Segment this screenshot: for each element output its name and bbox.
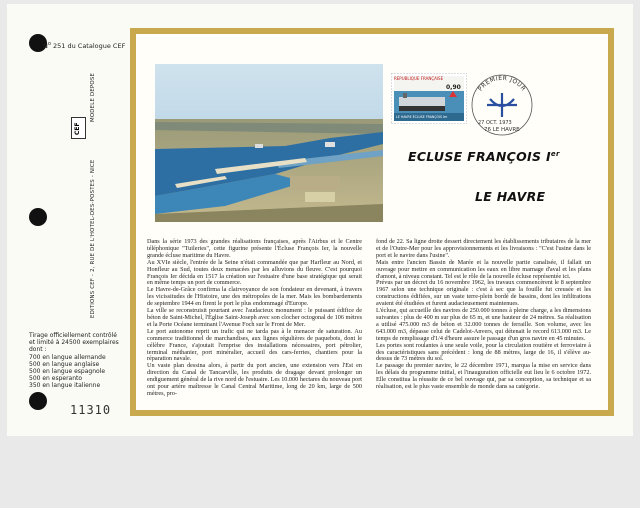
cancel-date: 27 OCT. 1973 — [478, 120, 512, 126]
serial-number: 11310 — [70, 403, 112, 417]
postage-stamp — [391, 73, 467, 124]
print-run-line: 500 en esperanto — [29, 375, 83, 383]
harbor-aerial-photo — [155, 64, 383, 222]
print-run-line: 700 en langue allemande — [29, 353, 106, 361]
print-run-info: Tirage officiellement contrôlé et limité à 24500 exemplaires dont : 700 en langue allemande 500 en langue anglaise 500 en langue espagnole 500 en esperanto 350 en langue italienne — [29, 332, 119, 390]
paragraph: Prévus par un décret du 16 novembre 1962, les travaux commencèrent le 8 septembre 1967 selon une technique originale : c'est à sec que la fouille fut creusée et les constructions édifiées, sur un vaste terre-plein bordé de bassins, dont les infiltrations avaient été étudiées et furent audacieusement maintenues. — [376, 279, 591, 308]
paragraph: Un vaste plan dessina alors, à partir du port ancien, une extension vers l'Est en direction du Canal de Tancarville, les produits de dragage devant prolonger un endiguement général de la rive nord de l'estuaire. Les 10.000 hectares du nouveau port ont pour artère maîtresse le Canal Central Maritime, long de 20 km, large de 500 mètres, pro- — [147, 362, 362, 397]
binder-hole-middle — [29, 208, 47, 226]
paragraph: Le passage du premier navire, le 22 décembre 1971, marqua la mise en service dans les délais du programme initial, et l'inauguration officielle eut lieu le 6 octobre 1972. Elle constitua la réussite de ce bel ouvrage qui, par sa conception, sa technique et sa réalisation, est le plus vaste ensemble de monde dans sa catégorie. — [376, 362, 591, 391]
paragraph: Mais entre l'ancien Bassin de Marée et la nouvelle partie canalisée, il fallait un ouvrage pour mettre en communication les eaux en libre marnage d'aval et les plans d'amont, à niveau constant. Tel est le rôle de la nouvelle écluse représentée ici. — [376, 258, 591, 280]
paragraph: Les portes sont roulantes à une seule voile, pour la circulation routière et ferroviaire à des caractéristiques sans précédent : long de 88 mètres, large de 16, il s'élève au-dessus de 73 mètres du sol. — [376, 341, 591, 363]
stamp-caption: LE HAVRE ÉCLUSE FRANÇOIS Ier — [396, 115, 448, 119]
paragraph: La ville se reconstruisit pourtant avec l'audacieux monument : le puissant édifice de béton de Saint-Michel, l'Église Saint-Joseph avec son clocher octogonal de 106 mètres et la Porte Océane terminant l'Avenue Foch sur le Front de Mer. — [147, 307, 362, 328]
paragraph: Le Havre-de-Grâce confirma la clairvoyance de son fondateur en devenant, à travers les vicissitudes de l'Histoire, une des métropoles de la mer. Mais les bombardements de septembre 1944 en firent le port le plus endommagé d'Europe. — [147, 286, 362, 308]
print-run-line: 350 en langue italienne — [29, 382, 101, 390]
stamp-country: REPUBLIQUE FRANÇAISE — [394, 76, 444, 81]
cancel-place: 76 LE HAVRE — [484, 127, 520, 133]
catalog-number: $N^o$ 251 du Catalogue CEF — [43, 41, 126, 51]
text-column-left — [147, 239, 362, 398]
model-registered-text: MODELE DEPOSE — [90, 72, 96, 122]
first-day-cancellation — [467, 69, 537, 141]
print-run-line: 500 en langue anglaise — [29, 360, 100, 368]
paragraph: Dans la série 1973 des grandes réalisations françaises, après l'Airbus et le Centre téléphonique "Tuileries", cette figurine présente l'Écluse François Ier, la nouvelle grande écluse maritime du Havre. — [147, 238, 362, 259]
print-run-line: 500 en langue espagnole — [29, 368, 106, 376]
paragraph: L'écluse, qui accueille des navires de 250.000 tonnes à pleine charge, a les dimensions suivantes : plus de 400 m sur plus de 65 m, et une hauteur de 24 mètres. Sa réalisation a utilisé 475.000 m3 de béton et 32.000 tonnes de ferraille. Son volume, avec les 643.000 m3, dépasse celui de Cadelot-Anvers, qui détenait le record 613.000 m3. Le temps de remplissage d'1/4 d'heure assure le passage d'un gros navire en 45 minutes. — [376, 307, 591, 342]
paragraph: Au XVIe siècle, l'entrée de la Seine n'était commandée que par Harfleur au Nord, et Honfleur au Sud, toutes deux menacées par les alluvions du fleuve. C'est pourquoi François Ier décida en 1517 la création sur l'estuaire d'une base stratégique qui serait en même temps un port de commerce. — [147, 258, 362, 287]
page-subtitle: LE HAVRE — [475, 189, 546, 204]
svg-text:PREMIER JOUR — [477, 75, 527, 93]
binder-hole-bottom — [29, 392, 47, 410]
page-title: ECLUSE FRANÇOIS Ier — [408, 149, 560, 164]
paragraph: fond de 22. Sa ligne droite dessert directement les établissements tributaires de la mer et de l'Outre-Mer pour les approvisionnements et les livraisons : "C'est l'usine dans le port et le navire dans l'usine". — [376, 238, 591, 259]
paragraph: Le port autonome reprit un trafic qui ne tarda pas à le menacer de saturation. Au commerce traditionnel de marchandises, aux lignes régulières de paquebots, dont le célèbre France, s'ajoutait l'emprise des installations nécessaires, port pétrolier, terminal méthanier, port minéralier, accueil des cars-ferries, chantiers pour la réparation navale. — [147, 327, 362, 363]
stamp-value: 0,90 — [446, 84, 461, 91]
cancel-arc-text: PREMIER JOUR — [476, 74, 528, 93]
publisher-address-text: EDITIONS CEF - 2, RUE DE L'HOTEL-DES-POSTES - NICE — [90, 159, 96, 318]
cef-logo: CEF — [71, 117, 86, 139]
text-column-right — [376, 239, 591, 391]
